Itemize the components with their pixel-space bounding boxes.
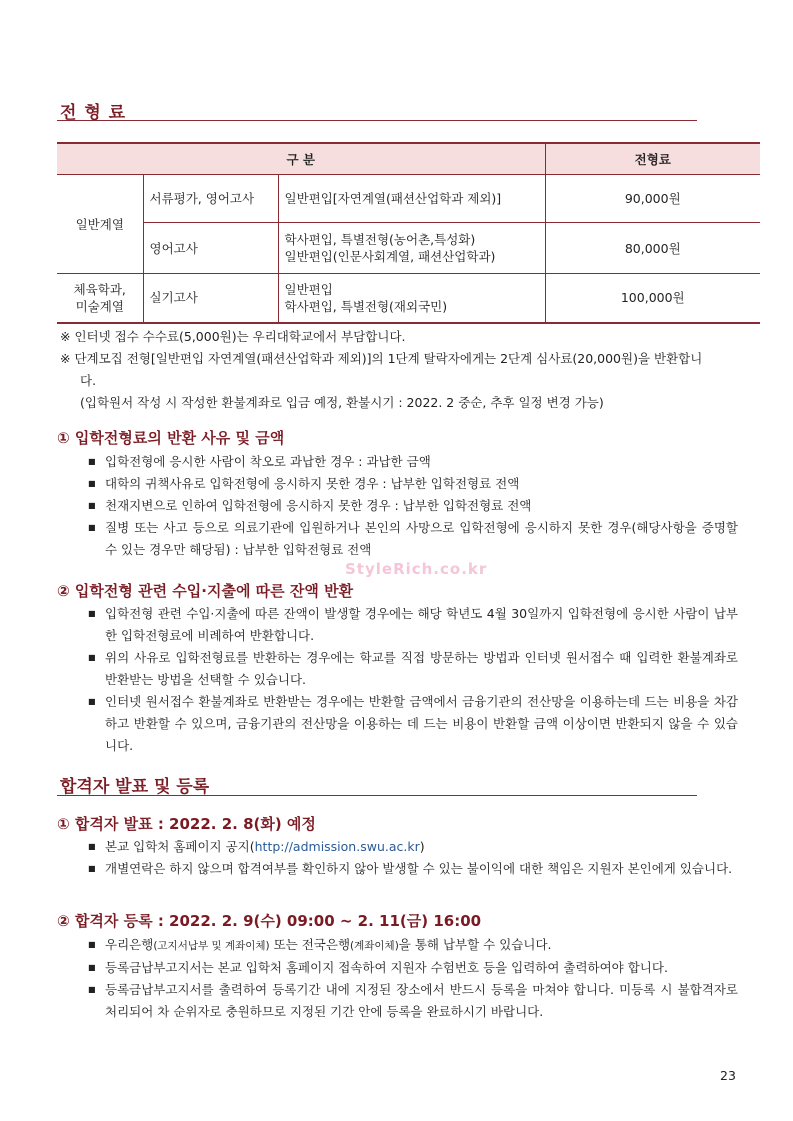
note-line: ※ 인터넷 접수 수수료(5,000원)는 우리대학교에서 부담합니다.: [60, 329, 406, 344]
list-item: ■ 개별연락은 하지 않으며 합격여부를 확인하지 않아 발생할 수 있는 불이익에 대한 책임은 지원자 본인에게 있습니다.: [88, 858, 738, 880]
list-item: ■ 위의 사유로 입학전형료를 반환하는 경우에는 학교를 직접 방문하는 방법과 인터넷 원서접수 때 입력한 환불계좌로 반환받는 방법을 선택할 수 있습니다.: [88, 647, 738, 691]
table-row: [57, 175, 760, 223]
list-item: ■ 질병 또는 사고 등으로 의료기관에 입원하거나 본인의 사망으로 입학전형에 응시하지 못한 경우(해당사항을 증명할 수 있는 경우만 해당됨) : 납부한 입학전형료 전액: [88, 517, 738, 561]
group-line: 미술계열: [75, 298, 124, 314]
section-title-results: 합격자 발표 및 등록: [60, 777, 210, 797]
table-row: [57, 274, 760, 323]
announce-list: [88, 836, 738, 880]
subsection-title-refund: ① 입학전형료의 반환 사유 및 금액: [57, 429, 285, 447]
group-cell: 일반계열: [57, 175, 143, 274]
note-line: 다.: [80, 373, 97, 388]
fee-table: [57, 142, 760, 324]
table-header-row: [57, 143, 760, 175]
method-cell: 영어고사: [143, 223, 278, 274]
list-item: [88, 836, 738, 858]
section-divider: [57, 120, 697, 121]
target-cell: 일반편입[자연계열(패션산업학과 제외)]: [278, 175, 545, 223]
target-line: 일반편입: [284, 281, 333, 297]
subsection-title-announce: ① 합격자 발표 : 2022. 2. 8(화) 예정: [57, 815, 316, 833]
subsection-title-balance: ② 입학전형 관련 수입·지출에 따른 잔액 반환: [57, 582, 354, 600]
text-span: 우리은행: [105, 937, 154, 952]
text-span: ): [419, 839, 425, 854]
admission-link[interactable]: http://admission.swu.ac.kr: [254, 839, 420, 854]
target-line: 일반편입(인문사회계열, 패션산업학과): [284, 249, 496, 264]
header-fee: 전형료: [545, 143, 760, 175]
subsection-title-register: ② 합격자 등록 : 2022. 2. 9(수) 09:00 ~ 2. 11(금) 16:00: [57, 912, 482, 930]
list-item: ■ 입학전형 관련 수입·지출에 따른 잔액이 발생할 경우에는 해당 학년도 4월 30일까지 입학전형에 응시한 사람이 납부한 입학전형료에 비례하여 반환합니다.: [88, 603, 738, 647]
list-item: ■ 등록금납부고지서를 출력하여 등록기간 내에 지정된 장소에서 반드시 등록을 마쳐야 합니다. 미등록 시 불합격자로 처리되어 차 순위자로 충원하므로 지정된 기간 안에 등록을 완료하시기 바랍니다.: [88, 979, 738, 1023]
balance-list: [88, 603, 738, 757]
group-line: 체육학과,: [73, 281, 126, 297]
fee-cell: 100,000원: [545, 274, 760, 323]
group-cell: [57, 274, 143, 323]
text-span: (계좌이체): [350, 940, 399, 952]
text-span: (고지서납부 및 계좌이체): [153, 940, 270, 952]
list-item: [88, 934, 738, 957]
text-span: 을 통해 납부할 수 있습니다.: [398, 937, 552, 952]
list-item: ■ 입학전형에 응시한 사람이 착오로 과납한 경우 : 과납한 금액: [88, 451, 738, 473]
fee-cell: 80,000원: [545, 223, 760, 274]
list-item: ■ 등록금납부고지서는 본교 입학처 홈페이지 접속하여 지원자 수험번호 등을 입력하여 출력하여야 합니다.: [88, 957, 738, 979]
page-number: 23: [720, 1068, 736, 1083]
register-list: [88, 934, 738, 1023]
header-category: 구 분: [57, 143, 545, 175]
target-line: 학사편입, 특별전형(재외국민): [284, 298, 448, 314]
section-title-fee: 전 형 료: [60, 103, 127, 123]
list-item: ■ 대학의 귀책사유로 입학전형에 응시하지 못한 경우 : 납부한 입학전형료 전액: [88, 473, 738, 495]
note-line: ※ 단계모집 전형[일반편입 자연계열(패션산업학과 제외)]의 1단계 탈락자에게는 2단계 심사료(20,000원)을 반환합니: [60, 351, 703, 366]
text-span: 또는 전국은행: [269, 937, 351, 952]
method-cell: 실기고사: [143, 274, 278, 323]
target-cell: [278, 223, 545, 274]
table-row: [57, 223, 760, 274]
method-cell: 서류평가, 영어고사: [143, 175, 278, 223]
refund-list: [88, 451, 738, 561]
section-divider: [57, 795, 697, 796]
note-line: (입학원서 작성 시 작성한 환불계좌로 입금 예정, 환불시기 : 2022. 2 중순, 추후 일정 변경 가능): [80, 395, 604, 410]
text-span: 본교 입학처 홈페이지 공지(: [105, 839, 255, 854]
watermark: StyleRich.co.kr: [345, 560, 488, 578]
target-cell: [278, 274, 545, 323]
target-line: 학사편입, 특별전형(농어촌,특성화): [284, 232, 476, 247]
fee-notes: [60, 326, 740, 414]
list-item: ■ 천재지변으로 인하여 입학전형에 응시하지 못한 경우 : 납부한 입학전형료 전액: [88, 495, 738, 517]
list-item: ■ 인터넷 원서접수 환불계좌로 반환받는 경우에는 반환할 금액에서 금융기관의 전산망을 이용하는데 드는 비용을 차감하고 반환할 수 있으며, 금융기관의 전산망을 이용하는 데 드는 비용이 반환할 금액 이상이면 반환되지 않을 수 있습니다.: [88, 691, 738, 757]
fee-cell: 90,000원: [545, 175, 760, 223]
